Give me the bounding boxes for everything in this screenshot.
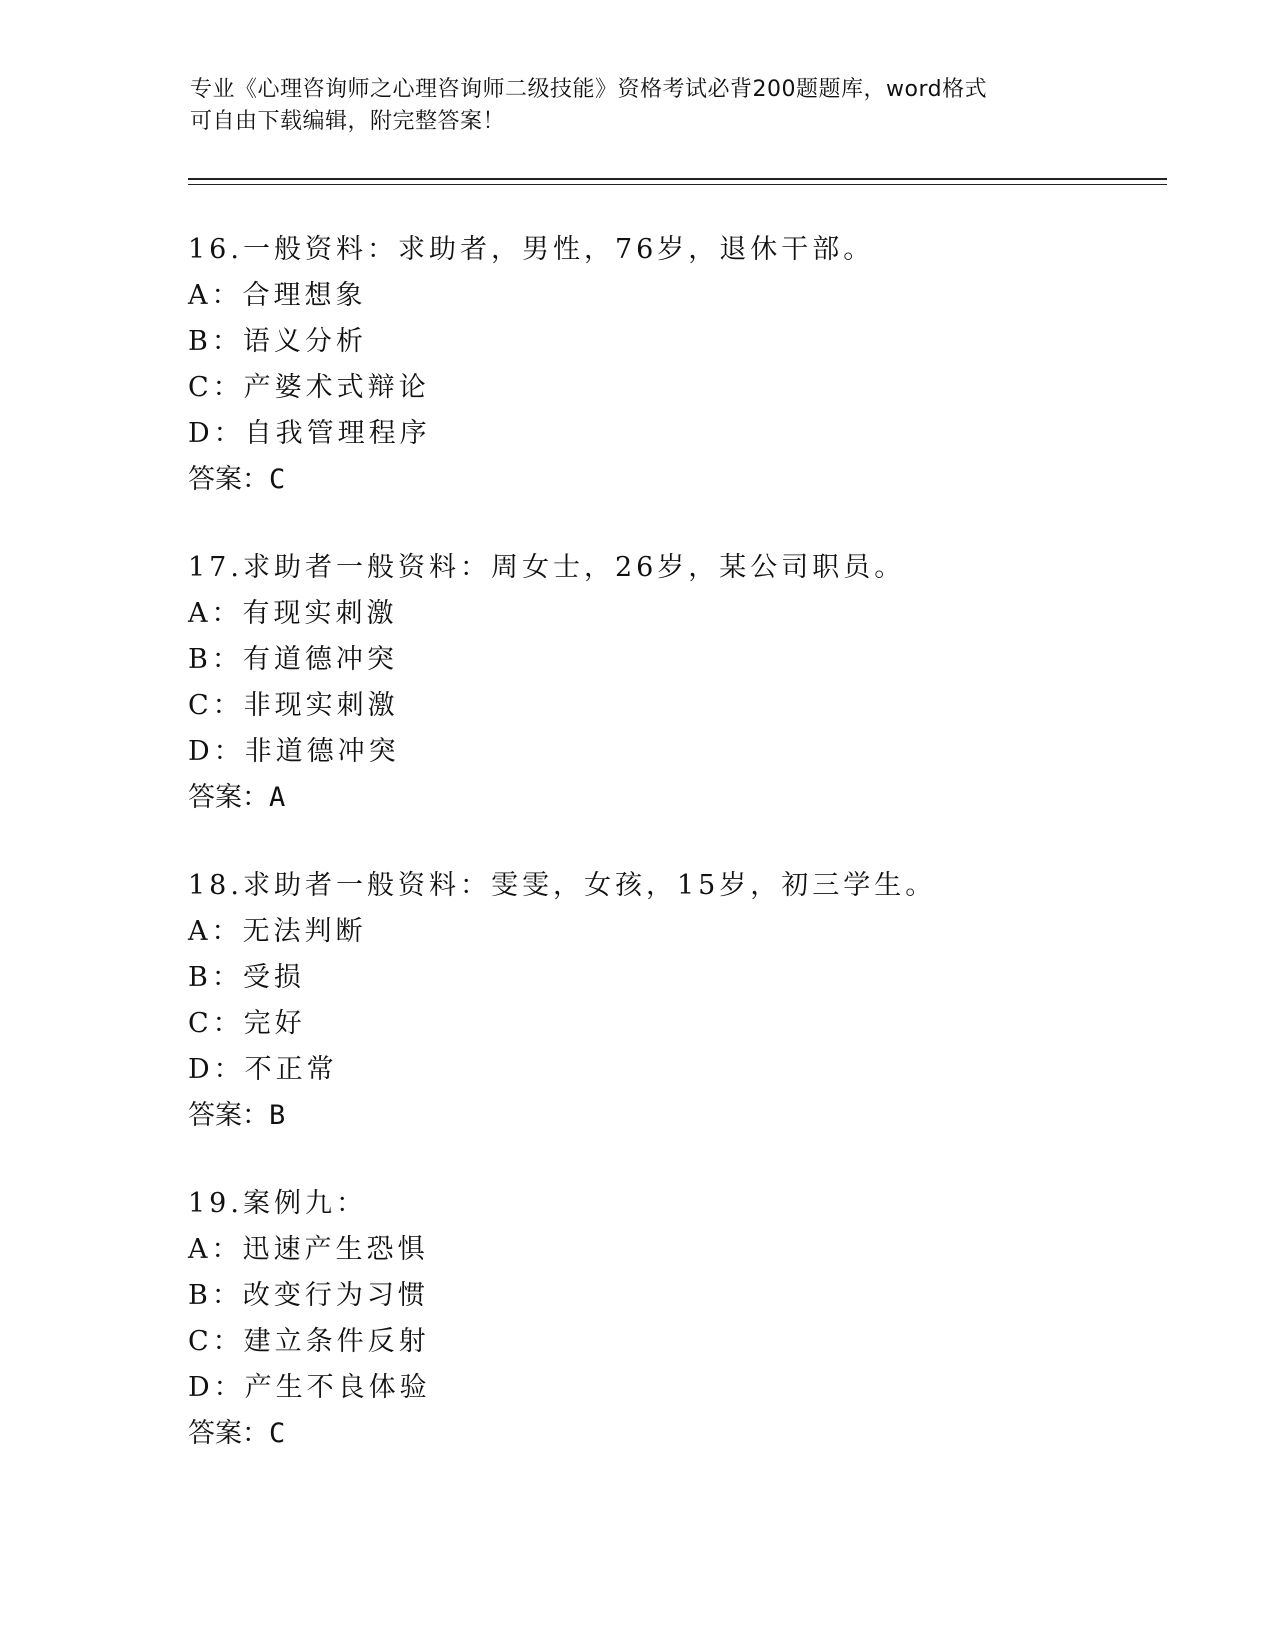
option-a: A：无法判断 <box>188 916 367 947</box>
header-title-line2: 可自由下载编辑，附完整答案！ <box>190 109 506 134</box>
option-b: B：有道德冲突 <box>188 644 398 675</box>
option-d: D：自我管理程序 <box>188 418 431 449</box>
answer-value: A <box>269 782 286 813</box>
option-a: A：合理想象 <box>188 280 367 311</box>
question-stem: 18.求助者一般资料：雯雯，女孩，15岁，初三学生。 <box>188 870 937 901</box>
option-b: B：语义分析 <box>188 326 367 357</box>
question-16 <box>188 227 1148 503</box>
question-18 <box>188 863 1148 1139</box>
question-17 <box>188 545 1148 821</box>
option-d: D：产生不良体验 <box>188 1372 431 1403</box>
option-d: D：不正常 <box>188 1054 338 1085</box>
option-a: A：有现实刺激 <box>188 598 398 629</box>
answer-value: C <box>269 1418 286 1449</box>
header-divider-thin <box>188 184 1167 185</box>
header-divider-thick <box>188 178 1167 180</box>
option-a: A：迅速产生恐惧 <box>188 1234 429 1265</box>
question-stem: 19.案例九： <box>188 1188 367 1219</box>
answer-line <box>188 1093 1148 1139</box>
option-c: C：非现实刺激 <box>188 690 399 721</box>
answer-label: 答案： <box>188 782 269 813</box>
answer-label: 答案： <box>188 1100 269 1131</box>
answer-line <box>188 775 1148 821</box>
answer-label: 答案： <box>188 464 269 495</box>
option-c: C：完好 <box>188 1008 306 1039</box>
question-stem: 16.一般资料：求助者，男性，76岁，退休干部。 <box>188 234 875 265</box>
answer-line <box>188 1411 1148 1457</box>
question-stem: 17.求助者一般资料：周女士，26岁，某公司职员。 <box>188 552 906 583</box>
option-c: C：建立条件反射 <box>188 1326 430 1357</box>
option-d: D：非道德冲突 <box>188 736 400 767</box>
answer-value: C <box>269 464 286 495</box>
answer-label: 答案： <box>188 1418 269 1449</box>
answer-line <box>188 457 1148 503</box>
header-title-line1: 专业《心理咨询师之心理咨询师二级技能》资格考试必背200题题库，word格式 <box>190 77 988 102</box>
document-header <box>190 74 1090 138</box>
answer-value: B <box>269 1100 286 1131</box>
option-b: B：受损 <box>188 962 305 993</box>
question-19 <box>188 1181 1148 1457</box>
option-c: C：产婆术式辩论 <box>188 372 430 403</box>
option-b: B：改变行为习惯 <box>188 1280 429 1311</box>
